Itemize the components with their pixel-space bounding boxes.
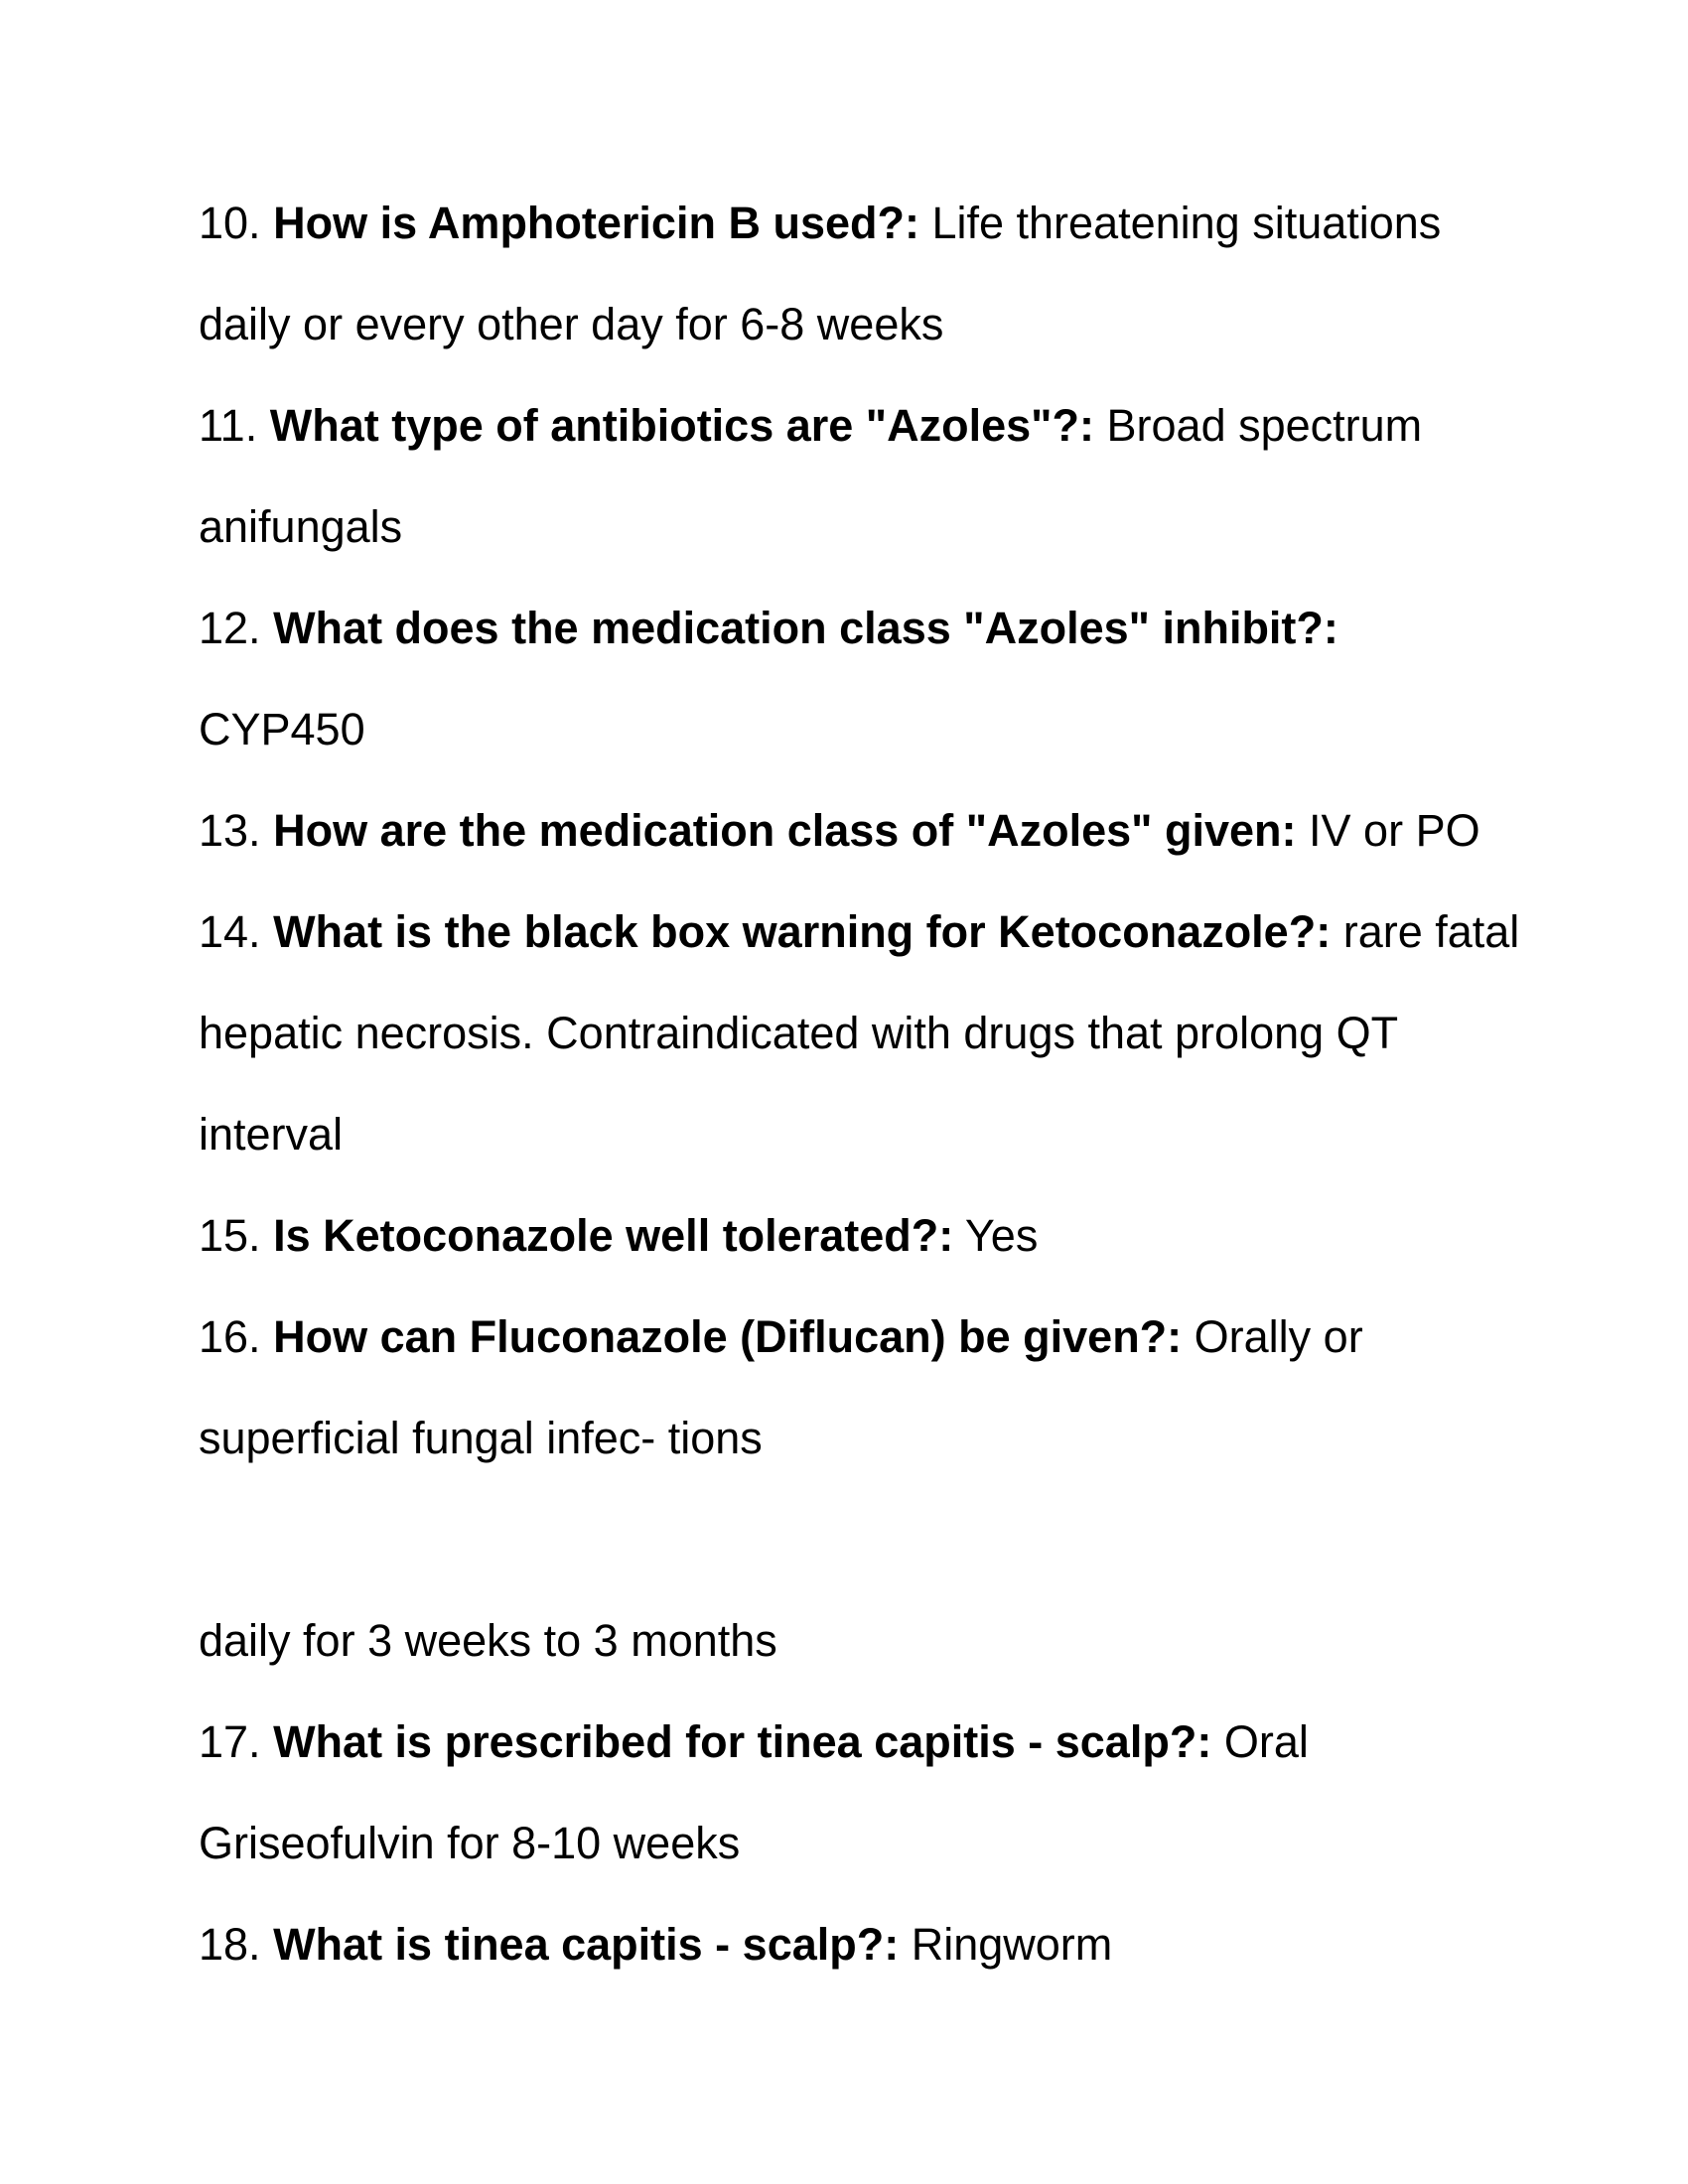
qa-item-18-line-1 [199, 1917, 1509, 1973]
item-number: 15. [199, 1210, 261, 1261]
item-answer: Life threatening situations [931, 198, 1442, 248]
qa-item-13-line-1 [199, 803, 1509, 859]
qa-item-11-line-1 [199, 398, 1509, 454]
qa-item-11-line-2 [199, 499, 1509, 555]
item-number: 18. [199, 1919, 261, 1970]
qa-item-12-line-2 [199, 702, 1509, 757]
item-number: 13. [199, 805, 261, 856]
qa-item-16-line-1 [199, 1309, 1509, 1365]
item-answer: Orally or [1194, 1311, 1363, 1362]
item-question: What is the black box warning for Ketoconazole?: [273, 906, 1332, 957]
qa-item-16-line-3 [199, 1613, 1509, 1669]
item-answer-continued: superficial fungal infec- tions [199, 1413, 763, 1463]
item-answer: Oral [1223, 1716, 1309, 1767]
qa-item-14-line-3 [199, 1107, 1509, 1162]
item-question: What is prescribed for tinea capitis - scalp?: [273, 1716, 1212, 1767]
item-number: 17. [199, 1716, 261, 1767]
item-number: 10. [199, 198, 261, 248]
item-number: 11. [199, 400, 258, 451]
qa-item-15-line-1 [199, 1208, 1509, 1264]
item-answer: IV or PO [1309, 805, 1480, 856]
qa-item-10-line-2 [199, 297, 1509, 352]
item-answer-continued: hepatic necrosis. Contraindicated with drugs that prolong QT [199, 1008, 1399, 1058]
qa-item-10-line-1 [199, 196, 1509, 251]
item-question: Is Ketoconazole well tolerated?: [273, 1210, 954, 1261]
qa-item-14-line-2 [199, 1006, 1509, 1061]
item-question: How are the medication class of "Azoles" given: [273, 805, 1297, 856]
item-question: What is tinea capitis - scalp?: [273, 1919, 900, 1970]
item-answer: Yes [964, 1210, 1039, 1261]
item-answer-continued: CYP450 [199, 704, 365, 754]
item-question: How can Fluconazole (Diflucan) be given?: [273, 1311, 1183, 1362]
qa-item-17-line-1 [199, 1714, 1509, 1770]
item-answer-continued: daily for 3 weeks to 3 months [199, 1615, 777, 1666]
qa-item-12-line-1 [199, 601, 1509, 656]
item-answer-continued: anifungals [199, 501, 403, 552]
item-number: 12. [199, 603, 261, 653]
item-number: 16. [199, 1311, 261, 1362]
item-answer: Ringworm [911, 1919, 1113, 1970]
item-answer: rare fatal [1342, 906, 1520, 957]
item-question: What type of antibiotics are "Azoles"?: [269, 400, 1094, 451]
item-question: How is Amphotericin B used?: [273, 198, 919, 248]
qa-item-17-line-2 [199, 1816, 1509, 1871]
item-number: 14. [199, 906, 261, 957]
item-answer: Broad spectrum [1106, 400, 1423, 451]
qa-item-14-line-1 [199, 904, 1520, 960]
item-answer-continued: interval [199, 1109, 344, 1160]
item-answer-continued: Griseofulvin for 8-10 weeks [199, 1818, 741, 1868]
item-question: What does the medication class "Azoles" inhibit?: [273, 603, 1338, 653]
item-answer-continued: daily or every other day for 6-8 weeks [199, 299, 944, 349]
qa-item-16-line-2 [199, 1411, 1509, 1466]
